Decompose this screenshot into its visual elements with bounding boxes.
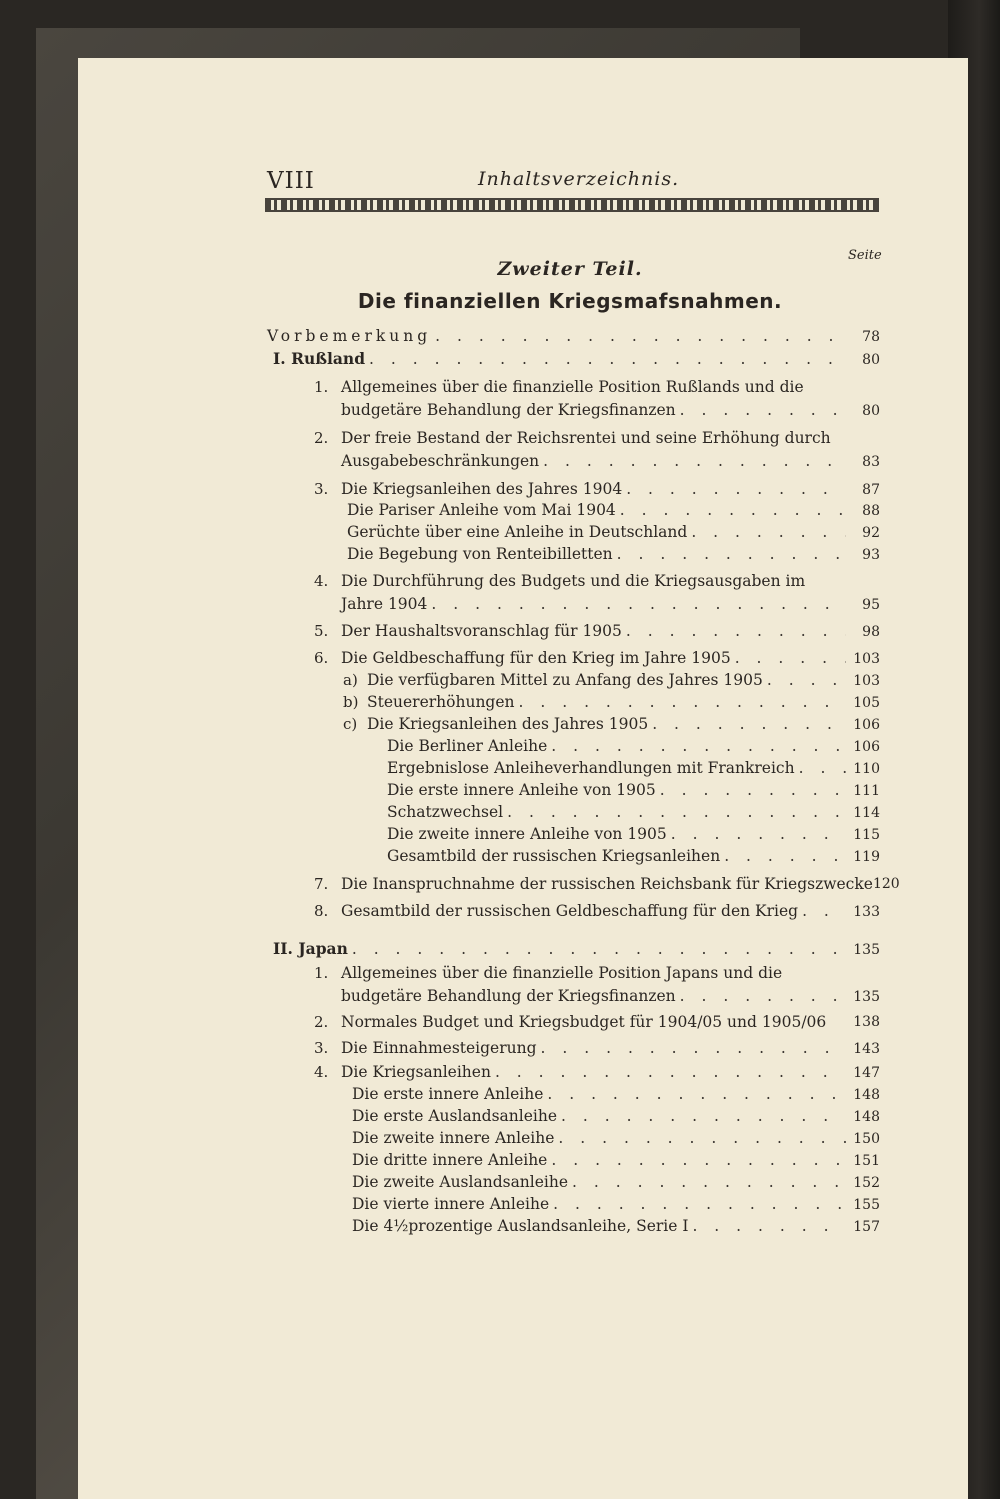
seite-label: Seite <box>848 248 882 263</box>
toc-entry-line: Der freie Bestand der Reichsrentei und seine Erhöhung durch <box>341 429 831 447</box>
toc-entry-line: Allgemeines über die finanzielle Position Rußlands und die <box>341 378 804 396</box>
toc-num: 7. <box>314 875 329 893</box>
toc-entry: Gerüchte über eine Anleihe in Deutschland . . . 92 <box>347 522 880 543</box>
toc-entry: Ausgabebeschränkungen . . . 83 <box>341 451 880 472</box>
toc-entry: Die Berliner Anleihe . . . 106 <box>387 736 880 757</box>
toc-num: 5. <box>314 622 329 640</box>
toc-num: 1. <box>314 378 329 396</box>
book-page <box>78 58 968 1499</box>
toc-entry: Ergebnislose Anleiheverhandlungen mit Frankreich . . . 110 <box>387 758 880 779</box>
toc-num: 1. <box>314 964 329 982</box>
toc-num: 4. <box>314 572 329 590</box>
toc-entry: Die verfügbaren Mittel zu Anfang des Jahres 1905 . . . 103 <box>367 670 880 691</box>
toc-entry: Die erste innere Anleihe . . . 148 <box>352 1084 880 1105</box>
toc-entry: Die Geldbeschaffung für den Krieg im Jahre 1905 . . . 103 <box>341 648 880 669</box>
running-title: Inhaltsverzeichnis. <box>478 168 680 190</box>
toc-num: 2. <box>314 1013 329 1031</box>
toc-num: 2. <box>314 429 329 447</box>
toc-num: 3. <box>314 480 329 498</box>
toc-entry: Der Haushaltsvoranschlag für 1905 . . . 98 <box>341 621 880 642</box>
toc-entry: Die zweite innere Anleihe von 1905 . . . 115 <box>387 824 880 845</box>
toc-num: 3. <box>314 1039 329 1057</box>
toc-num: 4. <box>314 1063 329 1081</box>
toc-num: a) <box>343 671 358 689</box>
toc-num: 8. <box>314 902 329 920</box>
toc-entry: Die erste Auslandsanleihe . . . 148 <box>352 1106 880 1127</box>
toc-entry-line: Allgemeines über die finanzielle Position Japans und die <box>341 964 783 982</box>
toc-entry: Die zweite Auslandsanleihe . . . 152 <box>352 1172 880 1193</box>
toc-entry: Die Kriegsanleihen des Jahres 1904 . . . 87 <box>341 479 880 500</box>
toc-entry: budgetäre Behandlung der Kriegsfinanzen . . . 80 <box>341 400 880 421</box>
toc-entry: budgetäre Behandlung der Kriegsfinanzen . . . 135 <box>341 986 880 1007</box>
toc-num: 6. <box>314 649 329 667</box>
toc-entry-line: Die Durchführung des Budgets und die Kriegsausgaben im <box>341 572 806 590</box>
toc-num: c) <box>343 715 358 733</box>
toc-entry: Die erste innere Anleihe von 1905 . . . 111 <box>387 780 880 801</box>
toc-entry: Die Kriegsanleihen des Jahres 1905 . . . 106 <box>367 714 880 735</box>
toc-entry: Die Begebung von Renteibilletten . . . 93 <box>347 544 880 565</box>
toc-entry: Die zweite innere Anleihe . . . 150 <box>352 1128 880 1149</box>
section-title: Die finanziellen Kriegsmafsnahmen. <box>357 289 783 313</box>
toc-entry: Die Pariser Anleihe vom Mai 1904 . . . 88 <box>347 500 880 521</box>
toc-entry: Die Inanspruchnahme der russischen Reichsbank für Kriegszwecke 120 <box>341 875 900 893</box>
ornamental-border <box>265 198 879 212</box>
toc-chapter-russland: I. Rußland . . . 80 <box>273 349 880 370</box>
toc-entry: Gesamtbild der russischen Kriegsanleihen . . . 119 <box>387 846 880 867</box>
toc-entry: Die vierte innere Anleihe . . . 155 <box>352 1194 880 1215</box>
page-number: VIII <box>267 168 315 194</box>
toc-entry: Die dritte innere Anleihe . . . 151 <box>352 1150 880 1171</box>
part-title: Zweiter Teil. <box>497 258 643 280</box>
toc-entry-vorbemerkung: Vorbemerkung . . . 78 <box>267 326 880 347</box>
toc-entry: Die Kriegsanleihen . . . 147 <box>341 1062 880 1083</box>
toc-entry: Jahre 1904 . . . 95 <box>341 594 880 615</box>
toc-entry: Gesamtbild der russischen Geldbeschaffung für den Krieg . . . 133 <box>341 901 880 922</box>
toc-chapter-japan: II. Japan . . . 135 <box>273 939 880 960</box>
toc-num: b) <box>343 693 359 711</box>
toc-entry: Steuererhöhungen . . . 105 <box>367 692 880 713</box>
toc-entry: Normales Budget und Kriegsbudget für 1904/05 und 1905/06 138 <box>341 1013 880 1031</box>
toc-entry: Die Einnahmesteigerung . . . 143 <box>341 1038 880 1059</box>
toc-entry: Die 4½prozentige Auslandsanleihe, Serie I . . . 157 <box>352 1216 880 1237</box>
toc-entry: Schatzwechsel . . . 114 <box>387 802 880 823</box>
